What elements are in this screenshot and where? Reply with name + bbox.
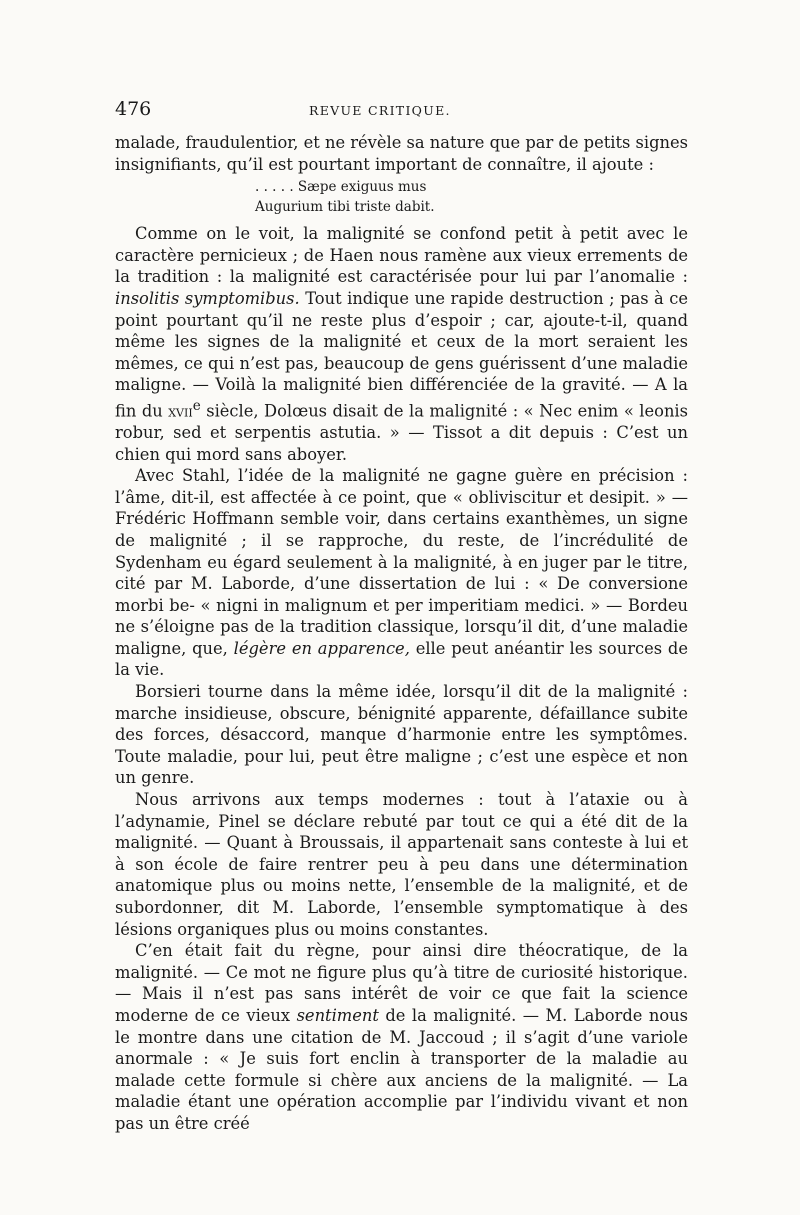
- paragraph-3-text-b: elle peut anéantir les sources de la vie.: [115, 638, 688, 680]
- paragraph-2-text-a: Comme on le voit, la malignité se confond petit à petit avec le caractère pernicieux ; de Haen nous ramène aux vieux errements de la tradition : la malignité est caractérisée pour lui par l’anomalie :: [115, 224, 688, 287]
- paragraph-3-text-a: Avec Stahl, l’idée de la malignité ne gagne guère en précision : l’âme, dit-il, est affectée à ce point, que « obliviscitur et desipit. » — Frédéric Hoffmann semble voir, dans certains exanthèmes, un signe de malignité ; il se rapproche, du reste, de l’incrédulité de Sydenham eu égard seulement à la malignité, à en juger par le titre, cité par M. Laborde, d’une dissertation de lui : « De conversione morbi be- « nigni in malignum et per imperitiam medici. » — Bordeu ne s’éloigne pas de la tradition classique, lorsqu’il dit, d’une maladie maligne, que,: [115, 466, 688, 658]
- page-header: [115, 98, 688, 128]
- paragraph-3-italic: légère en apparence,: [233, 638, 410, 658]
- body-text: [115, 132, 688, 1135]
- paragraph-1: malade, fraudulentior, et ne révèle sa nature que par de petits signes insignifiants, qu’il est pourtant important de connaître, il ajoute :: [115, 133, 688, 174]
- paragraph-5: Nous arrivons aux temps modernes : tout à l’ataxie ou à l’adynamie, Pinel se déclare rebuté par tout ce qui a été dit de la malignité. — Quant à Broussais, il appartenait sans conteste à lui et à son école de faire rentrer peu à peu dans une détermination anatomique plus ou moins nette, l’ensemble de la malignité, et de subordonner, dit M. Laborde, l’ensemble symptomatique à des lésions organiques plus ou moins constantes.: [115, 790, 688, 939]
- paragraph-6-text-a: C’en était fait du règne, pour ainsi dire théocratique, de la malignité. — Ce mot ne figure plus qu’à titre de curiosité historique. — Mais il n’est pas sans intérêt de voir ce que fait la science moderne de ce vieux: [115, 941, 688, 1025]
- paragraph-6-italic: sentiment: [296, 1005, 379, 1025]
- century-numeral: xvii: [168, 401, 193, 421]
- quote-line-2: Augurium tibi triste dabit.: [255, 199, 435, 216]
- paragraph-3: [115, 465, 688, 681]
- paragraph-2-italic: insolitis symptomibus.: [115, 288, 300, 308]
- paragraph-2-text-c: siècle, Dolœus disait de la malignité : « Nec enim « leonis robur, sed et serpentis astutia. » — Tissot a dit depuis : C’est un chien qui mord sans aboyer.: [115, 401, 688, 464]
- century-superscript: e: [192, 397, 201, 414]
- paragraph-6: [115, 940, 688, 1134]
- paragraph-6-text-b: de la malignité. — M. Laborde nous le montre dans une citation de M. Jaccoud ; il s’agit d’une variole anormale : « Je suis fort enclin à transporter de la maladie au malade cette formule si chère aux anciens de la malignité. — La maladie étant une opération accomplie par l’individu vivant et non pas un être créé: [115, 1005, 688, 1133]
- running-head: REVUE CRITIQUE.: [309, 103, 451, 118]
- quote-line-1: . . . . . Sæpe exiguus mus: [255, 179, 427, 196]
- latin-quote: [255, 177, 688, 217]
- paragraph-2: [115, 223, 688, 465]
- page-number: 476: [115, 98, 152, 120]
- paragraph-2-text-b: Tout indique une rapide destruction ; pas à ce point pourtant qu’il ne reste plus d’espoir ; car, ajoute-t-il, quand même les signes de la malignité et ceux de la mort seraient les mêmes, ce qui n’est pas, beaucoup de gens guérissent d’une maladie maligne. — Voilà la malignité bien différenciée de la gravité. — A la fin du: [115, 288, 688, 421]
- paragraph-4: Borsieri tourne dans la même idée, lorsqu’il dit de la malignité : marche insidieuse, obscure, bénignité apparente, défaillance subite des forces, désaccord, manque d’harmonie entre les symptômes. Toute maladie, pour lui, peut être maligne ; c’est une espèce et non un genre.: [115, 682, 688, 788]
